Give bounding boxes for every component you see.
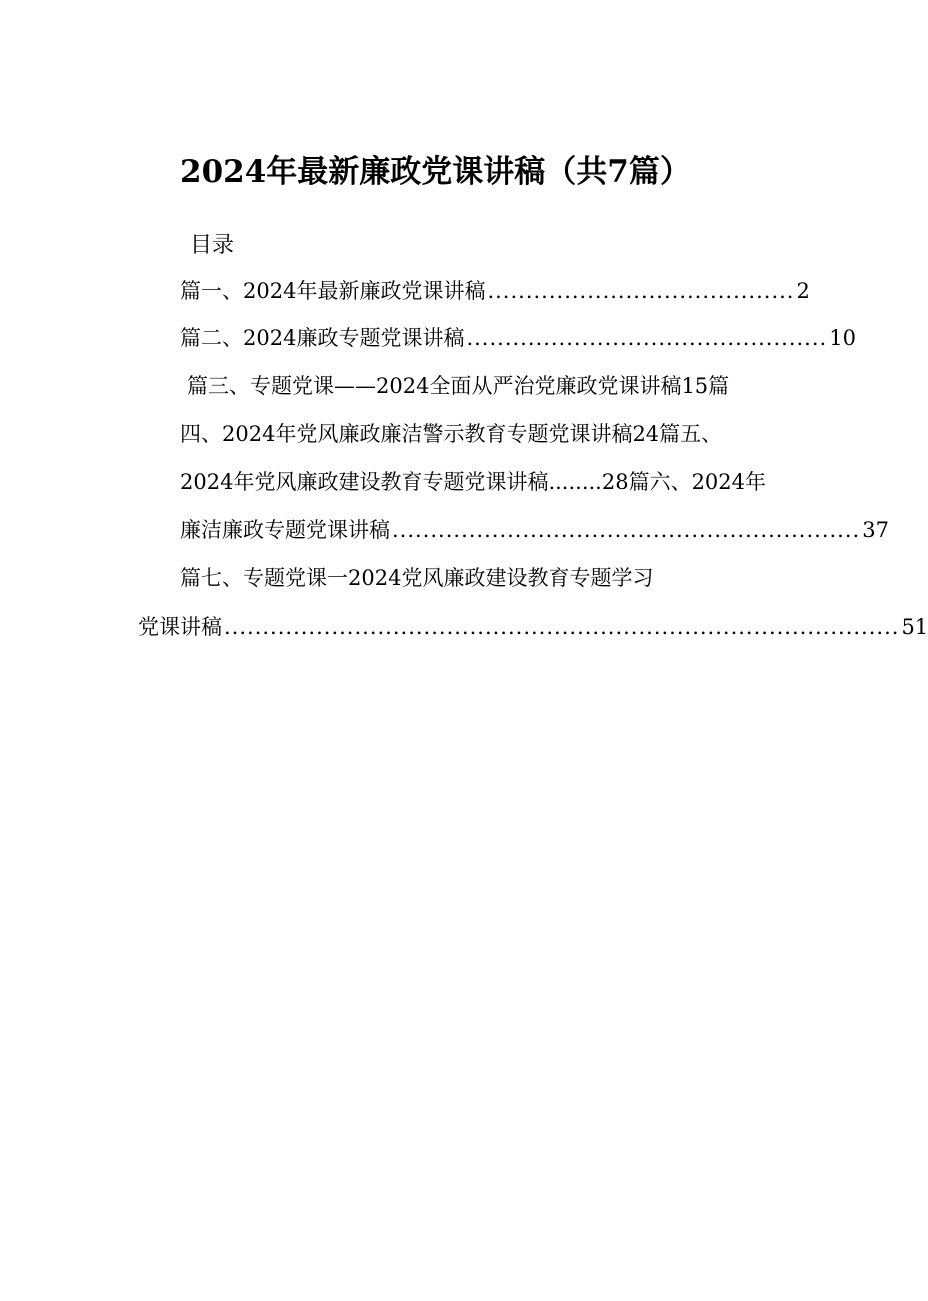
toc-line-3[interactable]: 篇三、专题党课——2024全面从严治党廉政党课讲稿15篇 bbox=[187, 374, 730, 398]
toc-entry-7[interactable] bbox=[138, 612, 928, 642]
toc-entry-6-page: 37 bbox=[862, 518, 889, 542]
toc-entry-7-title: 党课讲稿 bbox=[138, 615, 222, 639]
toc-heading: 目录 bbox=[190, 233, 235, 258]
document-title: 2024年最新廉政党课讲稿（共7篇） bbox=[180, 154, 691, 190]
toc-entry-7-leader: ........................................................................................ bbox=[224, 615, 900, 639]
toc-entry-6[interactable] bbox=[180, 515, 889, 545]
toc-entry-6-leader: ............................................................. bbox=[392, 518, 861, 542]
toc-entry-1-title: 篇一、2024年最新廉政党课讲稿 bbox=[180, 279, 486, 303]
toc-entry-7-page: 51 bbox=[901, 615, 928, 639]
toc-entry-6-title: 廉洁廉政专题党课讲稿 bbox=[180, 518, 390, 542]
toc-entry-2-title: 篇二、2024廉政专题党课讲稿 bbox=[180, 326, 465, 350]
toc-line-4[interactable]: 四、2024年党风廉政廉洁警示教育专题党课讲稿24篇五、 bbox=[180, 422, 723, 446]
toc-entry-2-leader: ............................................... bbox=[466, 326, 828, 350]
toc-entry-2[interactable] bbox=[180, 323, 856, 353]
toc-entry-1-leader: ........................................ bbox=[487, 279, 795, 303]
toc-line-7[interactable]: 篇七、专题党课一2024党风廉政建设教育专题学习 bbox=[180, 566, 654, 590]
toc-line-5[interactable]: 2024年党风廉政建设教育专题党课讲稿........28篇六、2024年 bbox=[180, 470, 767, 494]
toc-entry-1-page: 2 bbox=[796, 279, 810, 303]
toc-entry-2-page: 10 bbox=[829, 326, 856, 350]
toc-entry-1[interactable] bbox=[180, 276, 810, 306]
